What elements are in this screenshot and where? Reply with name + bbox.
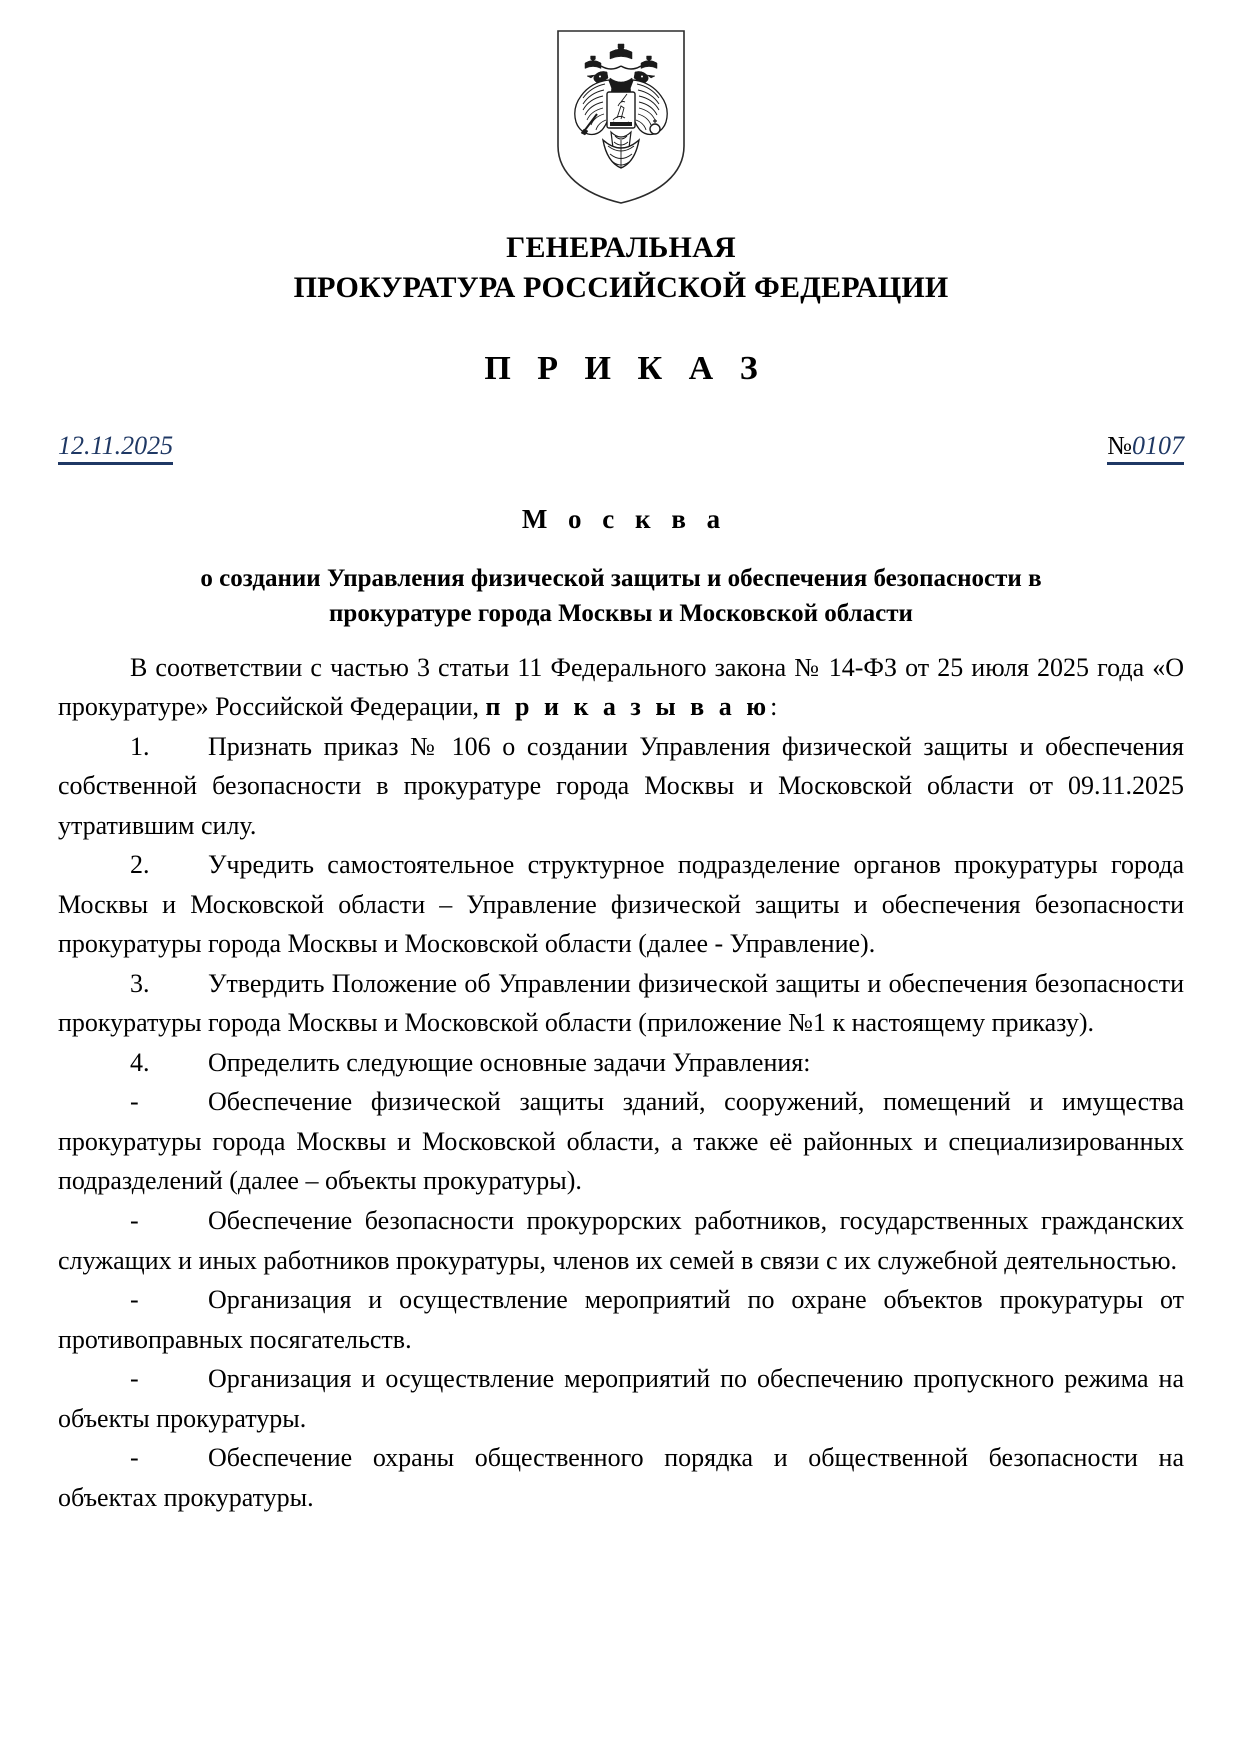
city-line: М о с к в а bbox=[521, 503, 728, 534]
number-sign: № bbox=[1107, 430, 1132, 460]
body-item bbox=[58, 1438, 1184, 1517]
preamble-emphasis: п р и к а з ы в а ю bbox=[485, 692, 771, 722]
body-item-text: Обеспечение охраны общественного порядка и общественной безопасности на объектах прокуратуры. bbox=[58, 1443, 1184, 1512]
body-item-text: Признать приказ № 106 о создании Управления физической защиты и обеспечения собственной безопасности в прокуратуре города Москвы и Московской области от 09.11.2025 утратившим силу. bbox=[58, 731, 1184, 840]
body-items-list bbox=[58, 727, 1184, 1517]
body-item-marker: 3. bbox=[130, 968, 150, 998]
body-item-text: Обеспечение безопасности прокурорских работников, государственных гражданских служащих и иных работников прокуратуры, членов их семей в связи с их служебной деятельностью. bbox=[58, 1206, 1184, 1275]
number-value: 0107 bbox=[1132, 430, 1184, 460]
body-item bbox=[58, 964, 1184, 1043]
body-item bbox=[58, 1280, 1184, 1359]
preamble-paragraph bbox=[58, 648, 1184, 727]
body-item-text: Утвердить Положение об Управлении физической защиты и обеспечения безопасности прокуратуры города Москвы и Московской области (приложение №1 к настоящему приказу). bbox=[58, 968, 1184, 1038]
body-item-marker: 1. bbox=[130, 731, 150, 761]
body-item bbox=[58, 845, 1184, 964]
preamble-tail: : bbox=[770, 692, 778, 722]
preamble-text: В соответствии с частью 3 статьи 11 Федерального закона № 14-ФЗ от 25 июля 2025 года «О прокуратуре» Российской Федерации, bbox=[58, 652, 1184, 722]
body-item-text: Учредить самостоятельное структурное подразделение органов прокуратуры города Москвы и Московской области – Управление физической защиты и обеспечения безопасности прокуратуры города Москвы и Московской области (далее - Управление). bbox=[58, 850, 1184, 959]
body-item bbox=[58, 1043, 1184, 1083]
body-item bbox=[58, 1201, 1184, 1280]
body-item-marker: 2. bbox=[130, 850, 150, 880]
document-subject bbox=[181, 561, 1061, 632]
organization-title bbox=[0, 228, 1242, 308]
organization-title-line-1: ГЕНЕРАЛЬНАЯ bbox=[506, 231, 736, 264]
body-item-marker: - bbox=[130, 1364, 139, 1394]
body-item-marker: 4. bbox=[130, 1047, 150, 1077]
body-item bbox=[58, 727, 1184, 846]
coat-of-arms-of-russia-icon bbox=[555, 28, 687, 206]
document-number-field[interactable] bbox=[1107, 430, 1184, 465]
body-item-text: Организация и осуществление мероприятий по обеспечению пропускного режима на объекты прокуратуры. bbox=[58, 1364, 1184, 1433]
body-item bbox=[58, 1082, 1184, 1201]
document-type-title: П Р И К А З bbox=[484, 349, 767, 387]
body-item-marker: - bbox=[130, 1285, 139, 1315]
document-subject-line-2: прокуратуре города Москвы и Московской области bbox=[329, 600, 913, 628]
body-item-text: Обеспечение физической защиты зданий, сооружений, помещений и имущества прокуратуры города Москвы и Московской области, а также её районных и специализированных подразделений (далее – объекты прокуратуры). bbox=[58, 1087, 1184, 1196]
body-item-marker: - bbox=[130, 1206, 139, 1235]
body-item-marker: - bbox=[130, 1443, 139, 1473]
body-item bbox=[58, 1359, 1184, 1438]
document-date-field[interactable]: 12.11.2025 bbox=[58, 430, 173, 465]
document-subject-line-1: о создании Управления физической защиты и обеспечения безопасности в bbox=[200, 564, 1042, 592]
body-item-marker: - bbox=[130, 1087, 139, 1117]
document-meta-row bbox=[0, 430, 1242, 470]
organization-title-line-2: ПРОКУРАТУРА РОССИЙСКОЙ ФЕДЕРАЦИИ bbox=[293, 270, 949, 304]
emblem-container bbox=[0, 0, 1242, 206]
document-body bbox=[0, 648, 1242, 1517]
body-item-text: Определить следующие основные задачи Управления: bbox=[208, 1047, 811, 1077]
body-item-text: Организация и осуществление мероприятий по охране объектов прокуратуры от противоправных посягательств. bbox=[58, 1285, 1184, 1354]
